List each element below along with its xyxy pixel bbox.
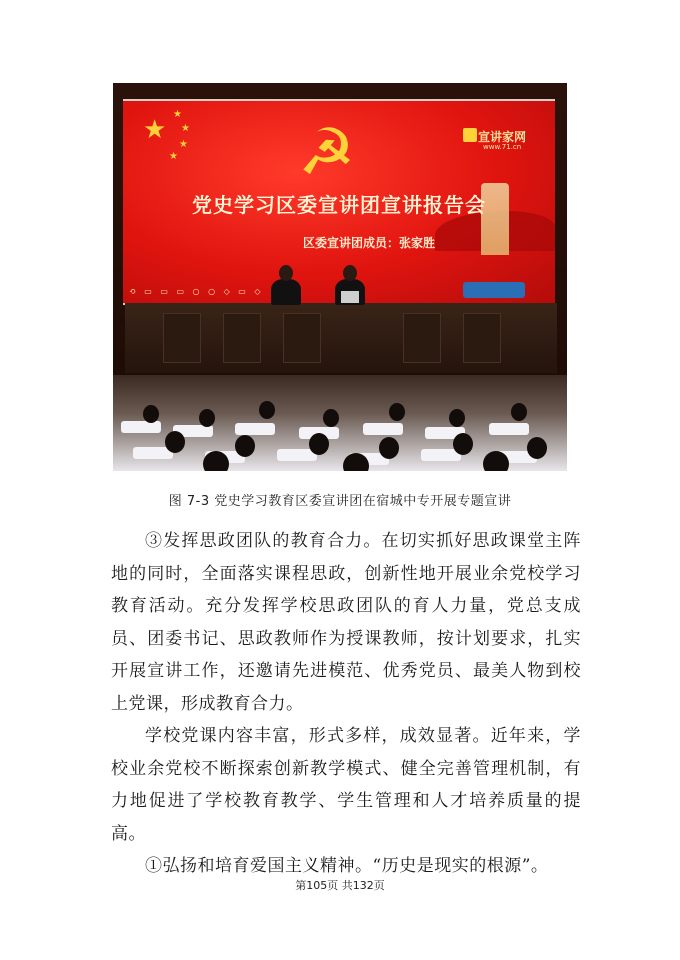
- screen-title: 党史学习区委宣讲团宣讲报告会: [192, 193, 486, 217]
- screen-badge: [463, 282, 525, 298]
- star-icon: ★: [169, 151, 178, 162]
- logo-icon: [463, 128, 477, 142]
- star-icon: ★: [179, 139, 188, 150]
- audience-head: [199, 409, 215, 427]
- audience-head: [527, 437, 547, 459]
- audience-head: [483, 451, 509, 471]
- laptop: [341, 291, 359, 303]
- chair: [121, 421, 161, 433]
- desk-panel: [223, 313, 261, 363]
- paragraph: ①弘扬和培育爱国主义精神。“历史是现实的根源”。: [145, 856, 549, 876]
- chair: [489, 423, 529, 435]
- star-icon: ★: [173, 109, 182, 120]
- audience-head: [309, 433, 329, 455]
- audience-head: [379, 437, 399, 459]
- figure-caption: 图 7-3 党史学习教育区委宣讲团在宿城中专开展专题宣讲: [168, 494, 512, 509]
- audience-head: [389, 403, 405, 421]
- paragraph: ③发挥思政团队的教育合力。在切实抓好思政课堂主阵地的同时，全面落实课程思政，创新性地开展业余党校学习教育活动。充分发挥学校思政团队的育人力量，党总支成员、团委书记、思政教师作为授课教师，按计划要求，扎实开展宣讲工作，还邀请先进模范、优秀党员、最美人物到校上党课，形成教育合力。: [111, 531, 581, 714]
- stage-screen: [123, 99, 555, 305]
- screen-members: 区委宣讲团成员：张家胜: [303, 236, 436, 250]
- audience-head: [203, 451, 229, 471]
- audience-head: [143, 405, 159, 423]
- screen-logo-url: www.71.cn: [483, 143, 522, 151]
- audience-head: [323, 409, 339, 427]
- star-icon: ★: [181, 123, 190, 134]
- speaker-figure: [271, 279, 301, 305]
- paragraph: 学校党课内容丰富，形式多样，成效显著。近年来，学校业余党校不断探索创新教学模式、健全完善管理机制，有力地促进了学校教育教学、学生管理和人才培养质量的提高。: [111, 726, 581, 844]
- screen-logo: 宣讲家网: [478, 130, 527, 144]
- desk-panel: [403, 313, 441, 363]
- star-icon: ★: [143, 115, 167, 145]
- audience-head: [165, 431, 185, 453]
- audience-head: [235, 435, 255, 457]
- audience-head: [449, 409, 465, 427]
- audience-head: [511, 403, 527, 421]
- desk-panel: [163, 313, 201, 363]
- chair: [235, 423, 275, 435]
- body-text: [111, 525, 581, 883]
- audience-head: [453, 433, 473, 455]
- figure-photo: [113, 83, 567, 471]
- screen-toolbar-icons: ⟲ ▭ ▭ ▭ ○ ○ ◇ ▭ ◇: [129, 287, 264, 296]
- party-emblem-icon: ☭: [298, 116, 356, 190]
- desk-panel: [463, 313, 501, 363]
- desk-panel: [283, 313, 321, 363]
- page-number: 第105页 共132页: [295, 879, 385, 892]
- chair: [363, 423, 403, 435]
- audience-head: [259, 401, 275, 419]
